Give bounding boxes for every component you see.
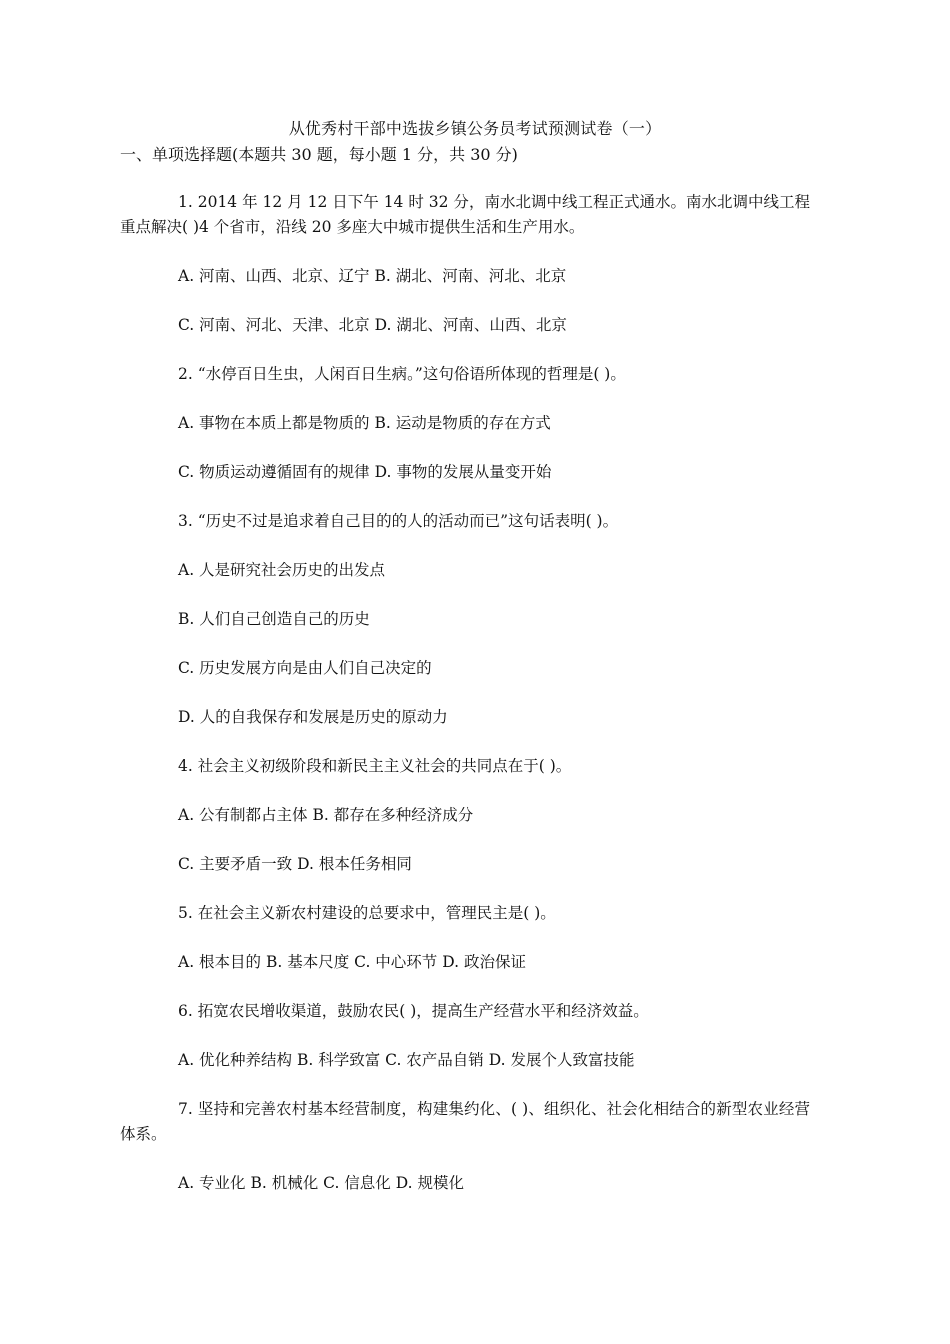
question-1-options-ab: A. 河南、山西、北京、辽宁 B. 湖北、河南、河北、北京 bbox=[178, 267, 567, 285]
question-1-options-cd: C. 河南、河北、天津、北京 D. 湖北、河南、山西、北京 bbox=[178, 316, 567, 334]
question-2-options-ab: A. 事物在本质上都是物质的 B. 运动是物质的存在方式 bbox=[178, 414, 551, 432]
section-heading: 一、单项选择题(本题共 30 题，每小题 1 分，共 30 分) bbox=[120, 145, 518, 164]
question-7-text: 7. 坚持和完善农村基本经营制度，构建集约化、( )、组织化、社会化相结合的新型农业经营体系。 bbox=[120, 1100, 810, 1143]
question-5-text: 5. 在社会主义新农村建设的总要求中，管理民主是( )。 bbox=[178, 904, 556, 922]
question-4-options-ab: A. 公有制都占主体 B. 都存在多种经济成分 bbox=[178, 806, 474, 824]
question-4-text: 4. 社会主义初级阶段和新民主主义社会的共同点在于( )。 bbox=[178, 757, 572, 775]
question-3-option-d: D. 人的自我保存和发展是历史的原动力 bbox=[178, 708, 448, 726]
question-6-options: A. 优化种养结构 B. 科学致富 C. 农产品自销 D. 发展个人致富技能 bbox=[178, 1051, 635, 1069]
document-title: 从优秀村干部中选拔乡镇公务员考试预测试卷（一） bbox=[288, 119, 662, 138]
question-3-option-b: B. 人们自己创造自己的历史 bbox=[178, 610, 370, 628]
question-3-text: 3. “历史不过是追求着自己目的的人的活动而已”这句话表明( )。 bbox=[178, 512, 619, 530]
question-5-options: A. 根本目的 B. 基本尺度 C. 中心环节 D. 政治保证 bbox=[178, 953, 526, 971]
question-3-option-a: A. 人是研究社会历史的出发点 bbox=[178, 561, 386, 579]
question-list bbox=[120, 190, 810, 1220]
question-4-options-cd: C. 主要矛盾一致 D. 根本任务相同 bbox=[178, 855, 412, 873]
question-7-options: A. 专业化 B. 机械化 C. 信息化 D. 规模化 bbox=[178, 1174, 464, 1192]
question-1-text: 1. 2014 年 12 月 12 日下午 14 时 32 分，南水北调中线工程正式通水。南水北调中线工程重点解决( )4 个省市，沿线 20 多座大中城市提供生活和生产用水。 bbox=[120, 193, 810, 236]
question-6-text: 6. 拓宽农民增收渠道，鼓励农民( )，提高生产经营水平和经济效益。 bbox=[178, 1002, 649, 1020]
question-2-text: 2. “水停百日生虫，人闲百日生病。”这句俗语所体现的哲理是( )。 bbox=[178, 365, 626, 383]
question-2-options-cd: C. 物质运动遵循固有的规律 D. 事物的发展从量变开始 bbox=[178, 463, 552, 481]
question-3-option-c: C. 历史发展方向是由人们自己决定的 bbox=[178, 659, 432, 677]
